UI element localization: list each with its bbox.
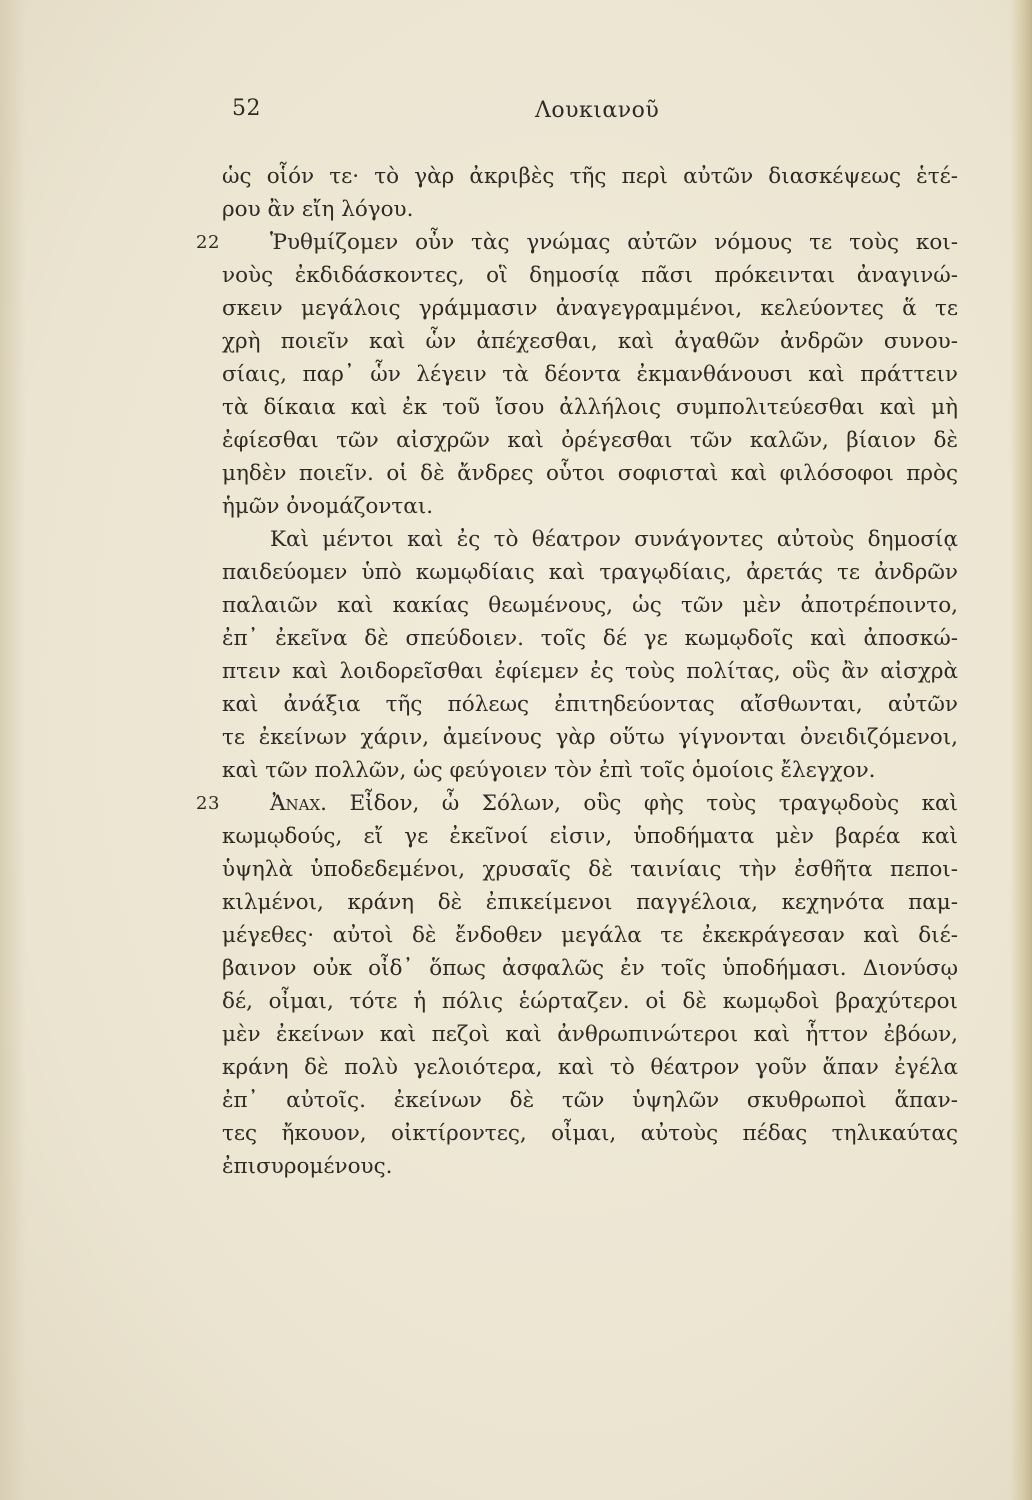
- text-line: [222, 1018, 958, 1051]
- line-text: κράνη δὲ πολὺ γελοιότερα, καὶ τὸ θέατρον γοῦν ἅπαν ἐγέλα: [222, 1055, 958, 1080]
- text-line: [222, 985, 958, 1018]
- text-line: [222, 688, 958, 721]
- section-number: 22: [196, 232, 220, 253]
- line-text: ἐφίεσθαι τῶν αἰσχρῶν καὶ ὀρέγεσθαι τῶν καλῶν, βίαιον δὲ: [222, 428, 958, 453]
- line-text: μηδὲν ποιεῖν. οἱ δὲ ἄνδρες οὗτοι σοφισταὶ καὶ φιλόσοφοι πρὸς: [222, 461, 958, 486]
- text-line: [222, 886, 958, 919]
- line-text: Εἶδον, ὦ Σόλων, οὓς φὴς τοὺς τραγῳδοὺς καὶ: [327, 791, 958, 816]
- line-text: σίαις, παρ᾿ ὧν λέγειν τὰ δέοντα ἐκμανθάνουσι καὶ πράττειν: [222, 362, 958, 387]
- line-text: Καὶ μέντοι καὶ ἐς τὸ θέατρον συνάγοντες αὐτοὺς δημοσίᾳ: [270, 527, 958, 552]
- line-text: χρὴ ποιεῖν καὶ ὧν ἀπέχεσθαι, καὶ ἀγαθῶν ἀνδρῶν συνου-: [222, 329, 958, 354]
- line-text: βαινον οὐκ οἶδ᾿ ὅπως ἀσφαλῶς ἐν τοῖς ὑποδήμασι. Διονύσῳ: [222, 956, 958, 981]
- text-line: [196, 787, 958, 820]
- page-header: [0, 96, 1032, 136]
- text-line: [222, 325, 958, 358]
- text-line: [222, 556, 958, 589]
- text-line: [222, 523, 958, 556]
- speaker-name: Ἀναχ.: [270, 791, 327, 816]
- line-text: πτειν καὶ λοιδορεῖσθαι ἐφίεμεν ἐς τοὺς πολίτας, οὓς ἂν αἰσχρὰ: [222, 659, 958, 684]
- line-text: νοὺς ἐκδιδάσκοντες, οἳ δημοσίᾳ πᾶσι πρόκεινται ἀναγινώ-: [222, 263, 958, 288]
- text-line: [222, 292, 958, 325]
- line-text: καὶ τῶν πολλῶν, ὡς φεύγοιεν τὸν ἐπὶ τοῖς ὁμοίοις ἔλεγχον.: [222, 758, 876, 783]
- line-text: Ῥυθμίζομεν οὖν τὰς γνώμας αὐτῶν νόμους τε τοὺς κοι-: [270, 230, 958, 255]
- line-text: τὰ δίκαια καὶ ἐκ τοῦ ἴσου ἀλλήλοις συμπολιτεύεσθαι καὶ μὴ: [222, 395, 958, 420]
- line-text: δέ, οἶμαι, τότε ἡ πόλις ἑώρταζεν. οἱ δὲ κωμῳδοὶ βραχύτεροι: [222, 989, 958, 1014]
- line-text: παλαιῶν καὶ κακίας θεωμένους, ὡς τῶν μὲν ἀποτρέποιντο,: [222, 593, 958, 618]
- text-line: [222, 358, 958, 391]
- section-number: 23: [196, 793, 220, 814]
- text-line: [222, 490, 958, 523]
- page-right-edge: [1010, 0, 1032, 1500]
- text-line: [222, 820, 958, 853]
- line-text: ἐπ᾿ ἐκεῖνα δὲ σπεύδοιεν. τοῖς δέ γε κωμῳδοῖς καὶ ἀποσκώ-: [222, 626, 958, 651]
- line-text: ρου ἂν εἴη λόγου.: [222, 197, 414, 222]
- line-text: μέγεθες· αὐτοὶ δὲ ἔνδοθεν μεγάλα τε ἐκεκράγεσαν καὶ διέ-: [222, 923, 958, 948]
- body-text: [196, 160, 958, 1183]
- text-line: [222, 1084, 958, 1117]
- line-text: τε ἐκείνων χάριν, ἀμείνους γὰρ οὕτω γίγνονται ὀνειδιζόμενοι,: [222, 725, 958, 750]
- text-line: [222, 457, 958, 490]
- line-text: κωμῳδούς, εἴ γε ἐκεῖνοί εἰσιν, ὑποδήματα μὲν βαρέα καὶ: [222, 824, 958, 849]
- line-text: ἡμῶν ὀνομάζονται.: [222, 494, 434, 519]
- text-line: [222, 160, 958, 193]
- text-line: [222, 919, 958, 952]
- line-text: ὑψηλὰ ὑποδεδεμένοι, χρυσαῖς δὲ ταινίαις τὴν ἐσθῆτα πεποι-: [222, 857, 958, 882]
- line-text: σκειν μεγάλοις γράμμασιν ἀναγεγραμμένοι, κελεύοντες ἅ τε: [222, 296, 958, 321]
- text-line: [222, 853, 958, 886]
- text-line: [222, 721, 958, 754]
- line-text: τες ἤκουον, οἰκτίροντες, οἶμαι, αὐτοὺς πέδας τηλικαύτας: [222, 1121, 958, 1146]
- text-line: [222, 193, 958, 226]
- text-line: [222, 1117, 958, 1150]
- line-text: ἐπισυρομένους.: [222, 1154, 393, 1179]
- text-line: [222, 259, 958, 292]
- line-text: παιδεύομεν ὑπὸ κωμῳδίαις καὶ τραγῳδίαις, ἀρετάς τε ἀνδρῶν: [222, 560, 958, 585]
- text-line: [222, 1150, 958, 1183]
- text-line: [222, 589, 958, 622]
- line-text: κιλμένοι, κράνη δὲ ἐπικείμενοι παγγέλοια, κεχηνότα παμ-: [222, 890, 958, 915]
- text-line: [222, 952, 958, 985]
- page-number: 52: [232, 96, 261, 121]
- text-line: [222, 391, 958, 424]
- running-title: Λουκιανοῦ: [535, 98, 660, 123]
- page-left-shadow: [0, 0, 26, 1500]
- line-text: ἐπ᾿ αὐτοῖς. ἐκείνων δὲ τῶν ὑψηλῶν σκυθρωποὶ ἅπαν-: [222, 1088, 958, 1113]
- line-text: καὶ ἀνάξια τῆς πόλεως ἐπιτηδεύοντας αἴσθωνται, αὐτῶν: [222, 692, 958, 717]
- text-line: [222, 424, 958, 457]
- text-line: [222, 622, 958, 655]
- text-line: [222, 1051, 958, 1084]
- text-line: [222, 754, 958, 787]
- text-line: [196, 226, 958, 259]
- line-text: μὲν ἐκείνων καὶ πεζοὶ καὶ ἀνθρωπινώτεροι καὶ ἧττον ἐβόων,: [222, 1022, 958, 1047]
- line-text: ὡς οἷόν τε· τὸ γὰρ ἀκριβὲς τῆς περὶ αὐτῶν διασκέψεως ἑτέ-: [222, 164, 958, 189]
- text-line: [222, 655, 958, 688]
